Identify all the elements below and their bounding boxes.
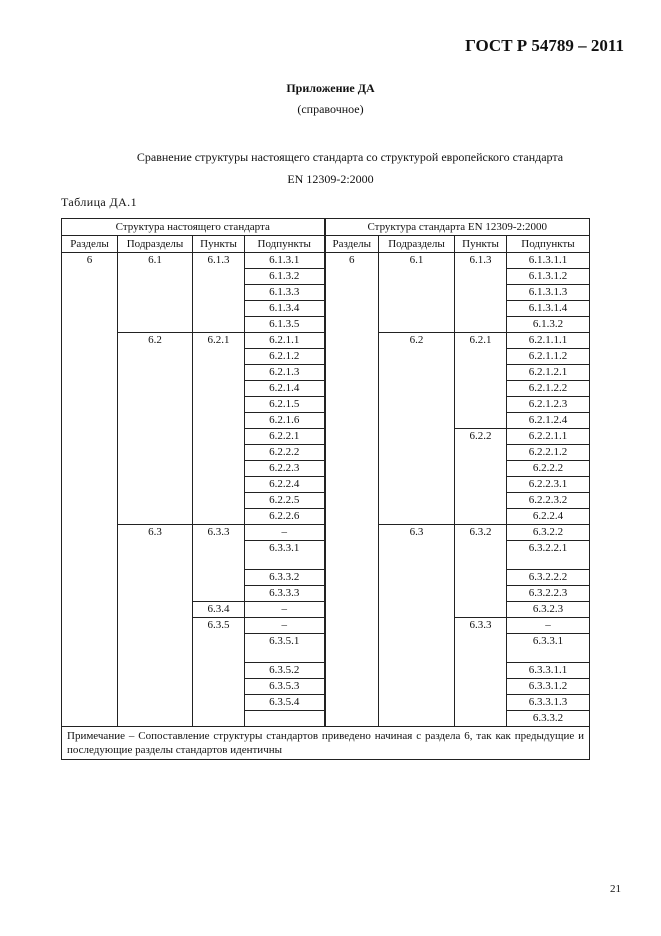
left-subsection-cell xyxy=(118,663,193,679)
left-subsection-cell xyxy=(118,477,193,493)
right-subsection-cell xyxy=(379,695,455,711)
left-item-cell xyxy=(193,509,245,525)
right-subitem-cell: 6.1.3.1.3 xyxy=(507,285,590,301)
left-section-cell: 6 xyxy=(62,253,118,269)
right-subsection-cell xyxy=(379,493,455,509)
table-row xyxy=(62,602,590,618)
left-section-cell xyxy=(62,634,118,663)
left-subsection-cell: 6.3 xyxy=(118,525,193,541)
table-row xyxy=(62,493,590,509)
left-item-cell xyxy=(193,634,245,663)
right-subsection-cell xyxy=(379,602,455,618)
right-item-cell xyxy=(455,679,507,695)
left-section-cell xyxy=(62,381,118,397)
left-item-cell xyxy=(193,461,245,477)
left-item-cell xyxy=(193,397,245,413)
left-section-cell xyxy=(62,586,118,602)
table-row xyxy=(62,663,590,679)
left-subitem-cell: 6.1.3.3 xyxy=(245,285,325,301)
right-section-cell xyxy=(325,365,379,381)
right-subsection-cell xyxy=(379,413,455,429)
right-section-cell xyxy=(325,493,379,509)
table-row xyxy=(62,253,590,269)
left-subitem-cell: 6.3.5.1 xyxy=(245,634,325,663)
table-row xyxy=(62,413,590,429)
left-item-cell xyxy=(193,541,245,570)
note-row xyxy=(62,727,590,760)
right-section-cell xyxy=(325,429,379,445)
page-number: 21 xyxy=(610,883,621,895)
table-row xyxy=(62,285,590,301)
right-subitem-cell: 6.1.3.1.2 xyxy=(507,269,590,285)
left-section-cell xyxy=(62,493,118,509)
right-subitem-cell: 6.1.3.2 xyxy=(507,317,590,333)
left-subitem-cell: – xyxy=(245,618,325,634)
table-row xyxy=(62,586,590,602)
left-subsection-cell xyxy=(118,317,193,333)
left-item-cell xyxy=(193,586,245,602)
right-subsection-cell xyxy=(379,285,455,301)
comparison-table-body xyxy=(62,219,590,760)
right-subsection-cell: 6.1 xyxy=(379,253,455,269)
right-item-cell xyxy=(455,711,507,727)
left-subsection-cell xyxy=(118,493,193,509)
right-subitem-cell: 6.3.3.2 xyxy=(507,711,590,727)
right-subsection-cell xyxy=(379,461,455,477)
right-item-cell xyxy=(455,317,507,333)
right-section-cell xyxy=(325,679,379,695)
table-row xyxy=(62,365,590,381)
column-header: Подразделы xyxy=(118,236,193,253)
group-header-right: Структура стандарта EN 12309-2:2000 xyxy=(325,219,590,236)
right-subsection-cell xyxy=(379,381,455,397)
right-item-cell xyxy=(455,413,507,429)
right-section-cell xyxy=(325,445,379,461)
left-subsection-cell xyxy=(118,301,193,317)
table-caption-line-1: Сравнение структуры настоящего стандарта со структурой европейского стандарта xyxy=(136,150,564,164)
left-subitem-cell: 6.3.3.2 xyxy=(245,570,325,586)
right-section-cell xyxy=(325,570,379,586)
right-subsection-cell xyxy=(379,586,455,602)
right-section-cell xyxy=(325,711,379,727)
right-section-cell xyxy=(325,541,379,570)
left-section-cell xyxy=(62,317,118,333)
table-row xyxy=(62,525,590,541)
right-section-cell xyxy=(325,602,379,618)
right-item-cell xyxy=(455,285,507,301)
right-section-cell: 6 xyxy=(325,253,379,269)
right-item-cell: 6.1.3 xyxy=(455,253,507,269)
column-header: Подпункты xyxy=(245,236,325,253)
left-subitem-cell: 6.2.1.3 xyxy=(245,365,325,381)
table-label: Таблица ДА.1 xyxy=(61,195,137,209)
right-subsection-cell xyxy=(379,477,455,493)
left-item-cell xyxy=(193,711,245,727)
left-subitem-cell: 6.1.3.4 xyxy=(245,301,325,317)
group-header-row xyxy=(62,219,590,236)
right-subsection-cell xyxy=(379,397,455,413)
left-section-cell xyxy=(62,711,118,727)
right-section-cell xyxy=(325,525,379,541)
column-header: Пункты xyxy=(193,236,245,253)
left-item-cell xyxy=(193,570,245,586)
left-subitem-cell: 6.3.5.4 xyxy=(245,695,325,711)
table-row xyxy=(62,695,590,711)
left-subitem-cell: 6.1.3.1 xyxy=(245,253,325,269)
left-section-cell xyxy=(62,445,118,461)
right-subitem-cell: 6.2.2.3.2 xyxy=(507,493,590,509)
left-section-cell xyxy=(62,365,118,381)
left-subsection-cell xyxy=(118,711,193,727)
left-section-cell xyxy=(62,413,118,429)
right-subsection-cell: 6.3 xyxy=(379,525,455,541)
left-item-cell xyxy=(193,301,245,317)
left-item-cell: 6.3.4 xyxy=(193,602,245,618)
left-subitem-cell: 6.2.2.2 xyxy=(245,445,325,461)
document-standard-number: ГОСТ Р 54789 – 2011 xyxy=(465,36,624,55)
right-item-cell xyxy=(455,269,507,285)
table-row xyxy=(62,397,590,413)
left-item-cell: 6.1.3 xyxy=(193,253,245,269)
column-header: Подразделы xyxy=(379,236,455,253)
left-subitem-cell: 6.2.1.4 xyxy=(245,381,325,397)
left-subsection-cell xyxy=(118,349,193,365)
column-header-row xyxy=(62,236,590,253)
right-subitem-cell: 6.2.2.1.1 xyxy=(507,429,590,445)
right-section-cell xyxy=(325,397,379,413)
right-item-cell xyxy=(455,445,507,461)
left-subitem-cell: 6.2.1.1 xyxy=(245,333,325,349)
left-subitem-cell: 6.2.2.1 xyxy=(245,429,325,445)
left-item-cell xyxy=(193,477,245,493)
column-header: Разделы xyxy=(62,236,118,253)
left-subsection-cell xyxy=(118,586,193,602)
left-item-cell xyxy=(193,429,245,445)
right-item-cell xyxy=(455,493,507,509)
right-subsection-cell xyxy=(379,679,455,695)
right-subitem-cell: 6.3.2.2.2 xyxy=(507,570,590,586)
table-note: Примечание – Сопоставление структуры стандартов приведено начиная с раздела 6, так как предыдущие и последующие разделы стандартов идентичны xyxy=(62,727,590,760)
right-item-cell xyxy=(455,477,507,493)
right-subsection-cell xyxy=(379,663,455,679)
left-subitem-cell: 6.2.2.3 xyxy=(245,461,325,477)
right-section-cell xyxy=(325,663,379,679)
table-row xyxy=(62,349,590,365)
table-row xyxy=(62,509,590,525)
right-section-cell xyxy=(325,586,379,602)
appendix-title: Приложение ДА xyxy=(286,81,375,95)
right-subitem-cell: 6.3.3.1 xyxy=(507,634,590,663)
left-subsection-cell xyxy=(118,285,193,301)
left-subsection-cell xyxy=(118,541,193,570)
right-subitem-cell: 6.1.3.1.1 xyxy=(507,253,590,269)
left-subitem-cell: 6.3.5.2 xyxy=(245,663,325,679)
right-subitem-cell: 6.2.1.2.3 xyxy=(507,397,590,413)
left-subitem-cell: 6.2.1.2 xyxy=(245,349,325,365)
table-row xyxy=(62,381,590,397)
right-subsection-cell xyxy=(379,618,455,634)
right-subitem-cell: – xyxy=(507,618,590,634)
right-item-cell xyxy=(455,602,507,618)
left-item-cell xyxy=(193,663,245,679)
right-item-cell xyxy=(455,541,507,570)
left-subitem-cell: 6.2.1.6 xyxy=(245,413,325,429)
right-item-cell xyxy=(455,570,507,586)
right-subsection-cell xyxy=(379,445,455,461)
table-row xyxy=(62,445,590,461)
table-row xyxy=(62,461,590,477)
left-subitem-cell: – xyxy=(245,602,325,618)
table-row xyxy=(62,634,590,663)
left-subitem-cell: 6.2.2.5 xyxy=(245,493,325,509)
left-subsection-cell xyxy=(118,509,193,525)
left-section-cell xyxy=(62,285,118,301)
left-subsection-cell xyxy=(118,618,193,634)
table-row xyxy=(62,711,590,727)
left-subsection-cell xyxy=(118,445,193,461)
right-subsection-cell xyxy=(379,365,455,381)
left-subsection-cell: 6.2 xyxy=(118,333,193,349)
right-section-cell xyxy=(325,381,379,397)
right-item-cell xyxy=(455,586,507,602)
left-section-cell xyxy=(62,333,118,349)
right-subsection-cell xyxy=(379,301,455,317)
right-item-cell xyxy=(455,509,507,525)
left-item-cell xyxy=(193,695,245,711)
left-subsection-cell xyxy=(118,570,193,586)
left-subsection-cell xyxy=(118,602,193,618)
right-section-cell xyxy=(325,509,379,525)
right-section-cell xyxy=(325,333,379,349)
comparison-table xyxy=(61,218,590,760)
right-subitem-cell: 6.2.2.2 xyxy=(507,461,590,477)
right-item-cell: 6.2.2 xyxy=(455,429,507,445)
right-item-cell xyxy=(455,695,507,711)
right-subsection-cell xyxy=(379,570,455,586)
left-section-cell xyxy=(62,349,118,365)
right-subitem-cell: 6.2.2.3.1 xyxy=(507,477,590,493)
appendix-subtitle: (справочное) xyxy=(297,102,364,116)
left-item-cell: 6.2.1 xyxy=(193,333,245,349)
right-subsection-cell xyxy=(379,634,455,663)
left-subitem-cell: 6.2.2.6 xyxy=(245,509,325,525)
left-item-cell xyxy=(193,285,245,301)
left-item-cell xyxy=(193,269,245,285)
right-subsection-cell xyxy=(379,317,455,333)
table-row xyxy=(62,301,590,317)
right-subitem-cell: 6.2.2.1.2 xyxy=(507,445,590,461)
left-subsection-cell xyxy=(118,381,193,397)
right-item-cell: 6.3.3 xyxy=(455,618,507,634)
left-subitem-cell: – xyxy=(245,525,325,541)
left-section-cell xyxy=(62,269,118,285)
right-subitem-cell: 6.2.1.1.1 xyxy=(507,333,590,349)
left-subsection-cell xyxy=(118,695,193,711)
right-subitem-cell: 6.3.3.1.1 xyxy=(507,663,590,679)
right-item-cell: 6.2.1 xyxy=(455,333,507,349)
left-subsection-cell xyxy=(118,679,193,695)
right-section-cell xyxy=(325,269,379,285)
column-header: Разделы xyxy=(325,236,379,253)
right-section-cell xyxy=(325,477,379,493)
table-row xyxy=(62,477,590,493)
right-item-cell xyxy=(455,381,507,397)
table-row xyxy=(62,333,590,349)
left-subitem-cell: 6.2.1.5 xyxy=(245,397,325,413)
right-section-cell xyxy=(325,461,379,477)
right-section-cell xyxy=(325,349,379,365)
left-section-cell xyxy=(62,301,118,317)
left-subitem-cell: 6.2.2.4 xyxy=(245,477,325,493)
right-section-cell xyxy=(325,618,379,634)
left-section-cell xyxy=(62,663,118,679)
right-item-cell xyxy=(455,397,507,413)
left-subitem-cell: 6.3.3.3 xyxy=(245,586,325,602)
left-item-cell xyxy=(193,445,245,461)
right-section-cell xyxy=(325,285,379,301)
table-row xyxy=(62,429,590,445)
left-subitem-cell: 6.3.3.1 xyxy=(245,541,325,570)
right-subitem-cell: 6.1.3.1.4 xyxy=(507,301,590,317)
left-item-cell xyxy=(193,381,245,397)
table-row xyxy=(62,541,590,570)
left-item-cell xyxy=(193,317,245,333)
right-subitem-cell: 6.3.3.1.2 xyxy=(507,679,590,695)
right-item-cell xyxy=(455,365,507,381)
table-row xyxy=(62,570,590,586)
right-subitem-cell: 6.3.2.2.3 xyxy=(507,586,590,602)
left-item-cell xyxy=(193,679,245,695)
left-section-cell xyxy=(62,397,118,413)
right-subitem-cell: 6.3.2.2 xyxy=(507,525,590,541)
left-item-cell xyxy=(193,349,245,365)
right-item-cell xyxy=(455,634,507,663)
table-row xyxy=(62,317,590,333)
left-section-cell xyxy=(62,570,118,586)
column-header: Подпункты xyxy=(507,236,590,253)
right-section-cell xyxy=(325,413,379,429)
left-subsection-cell xyxy=(118,365,193,381)
right-subitem-cell: 6.2.1.2.2 xyxy=(507,381,590,397)
left-section-cell xyxy=(62,695,118,711)
left-subsection-cell xyxy=(118,429,193,445)
right-item-cell xyxy=(455,349,507,365)
left-item-cell xyxy=(193,413,245,429)
right-item-cell xyxy=(455,301,507,317)
left-section-cell xyxy=(62,602,118,618)
left-section-cell xyxy=(62,509,118,525)
left-subsection-cell xyxy=(118,634,193,663)
right-section-cell xyxy=(325,301,379,317)
right-subsection-cell xyxy=(379,349,455,365)
table-row xyxy=(62,679,590,695)
right-item-cell xyxy=(455,461,507,477)
left-subsection-cell: 6.1 xyxy=(118,253,193,269)
right-subitem-cell: 6.2.1.2.4 xyxy=(507,413,590,429)
right-subitem-cell: 6.2.1.2.1 xyxy=(507,365,590,381)
left-subitem-cell: 6.3.5.3 xyxy=(245,679,325,695)
right-subitem-cell: 6.2.1.1.2 xyxy=(507,349,590,365)
group-header-left: Структура настоящего стандарта xyxy=(62,219,325,236)
column-header: Пункты xyxy=(455,236,507,253)
right-section-cell xyxy=(325,317,379,333)
left-section-cell xyxy=(62,541,118,570)
right-subitem-cell: 6.3.2.2.1 xyxy=(507,541,590,570)
left-subsection-cell xyxy=(118,461,193,477)
left-subsection-cell xyxy=(118,397,193,413)
right-subsection-cell xyxy=(379,269,455,285)
right-subsection-cell: 6.2 xyxy=(379,333,455,349)
left-section-cell xyxy=(62,429,118,445)
left-item-cell: 6.3.3 xyxy=(193,525,245,541)
right-item-cell: 6.3.2 xyxy=(455,525,507,541)
left-item-cell: 6.3.5 xyxy=(193,618,245,634)
left-section-cell xyxy=(62,525,118,541)
table-row xyxy=(62,269,590,285)
left-subitem-cell: 6.1.3.5 xyxy=(245,317,325,333)
table-row xyxy=(62,618,590,634)
left-section-cell xyxy=(62,477,118,493)
right-subitem-cell: 6.3.3.1.3 xyxy=(507,695,590,711)
left-subitem-cell xyxy=(245,711,325,727)
left-section-cell xyxy=(62,461,118,477)
left-subsection-cell xyxy=(118,269,193,285)
right-subsection-cell xyxy=(379,429,455,445)
left-item-cell xyxy=(193,365,245,381)
right-subsection-cell xyxy=(379,541,455,570)
right-section-cell xyxy=(325,695,379,711)
left-section-cell xyxy=(62,679,118,695)
left-item-cell xyxy=(193,493,245,509)
right-subsection-cell xyxy=(379,711,455,727)
right-section-cell xyxy=(325,634,379,663)
left-subsection-cell xyxy=(118,413,193,429)
right-subitem-cell: 6.3.2.3 xyxy=(507,602,590,618)
table-caption-line-2: EN 12309-2:2000 xyxy=(287,172,374,186)
right-item-cell xyxy=(455,663,507,679)
right-subitem-cell: 6.2.2.4 xyxy=(507,509,590,525)
left-section-cell xyxy=(62,618,118,634)
right-subsection-cell xyxy=(379,509,455,525)
left-subitem-cell: 6.1.3.2 xyxy=(245,269,325,285)
